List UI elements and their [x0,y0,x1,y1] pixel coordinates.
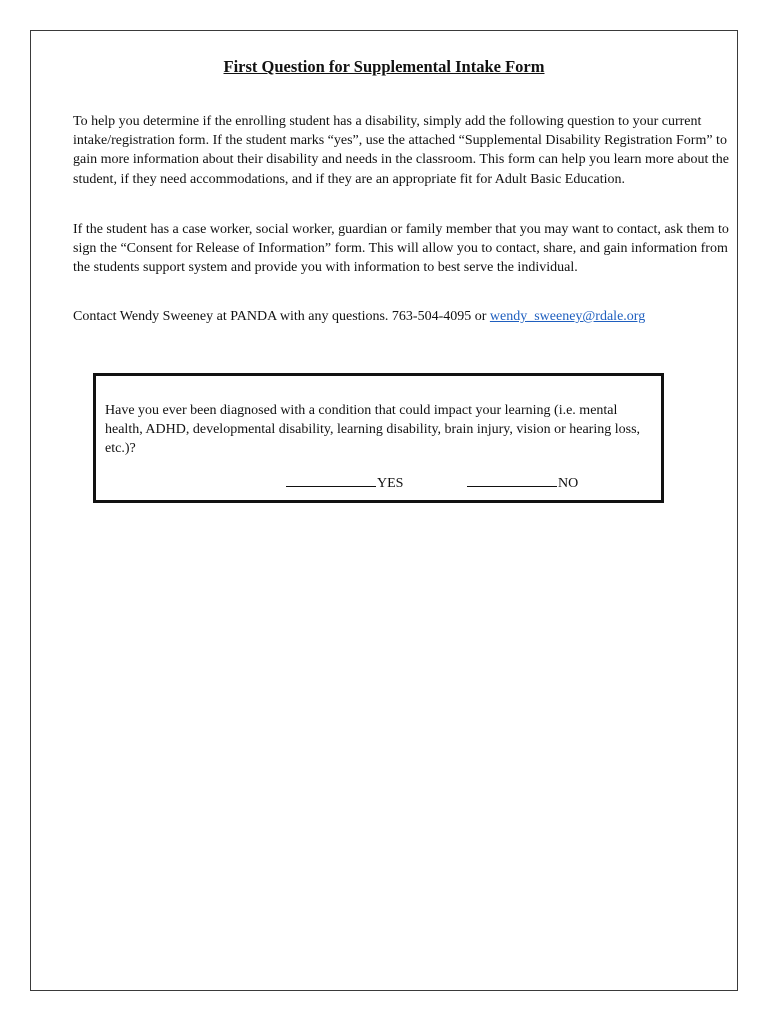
document-page [30,30,738,991]
contact-text: Contact Wendy Sweeney at PANDA with any questions. 763-504-4095 or [73,309,490,324]
question-box [93,373,664,503]
yes-blank-line[interactable] [286,472,376,487]
yes-answer [286,472,403,493]
intro-paragraph: To help you determine if the enrolling student has a disability, simply add the following question to your current intake/registration form. If the student marks “yes”, use the attached “Supplemental Disability Registration Form” to gain more information about their disability and needs in the classroom. This form can help you learn more about the student, if they need accommodations, and if they are an appropriate fit for Adult Basic Education. [73,114,730,187]
contact-paragraph [73,307,733,326]
yes-label: YES [377,476,404,491]
no-answer [467,472,578,493]
document-title: First Question for Supplemental Intake Form [223,57,545,76]
consent-paragraph: If the student has a case worker, social worker, guardian or family member that you may want to contact, ask them to sign the “Consent for Release of Information” form. This will allow you to contact, share, and gain information from the students support system and provide you with information to best serve the individual. [73,222,729,276]
screening-question: Have you ever been diagnosed with a condition that could impact your learning (i.e. mental health, ADHD, developmental disability, learning disability, brain injury, vision or hearing loss, etc.)? [105,403,641,456]
no-blank-line[interactable] [467,472,557,487]
contact-email-link[interactable]: wendy_sweeney@rdale.org [489,309,646,324]
no-label: NO [558,476,579,491]
